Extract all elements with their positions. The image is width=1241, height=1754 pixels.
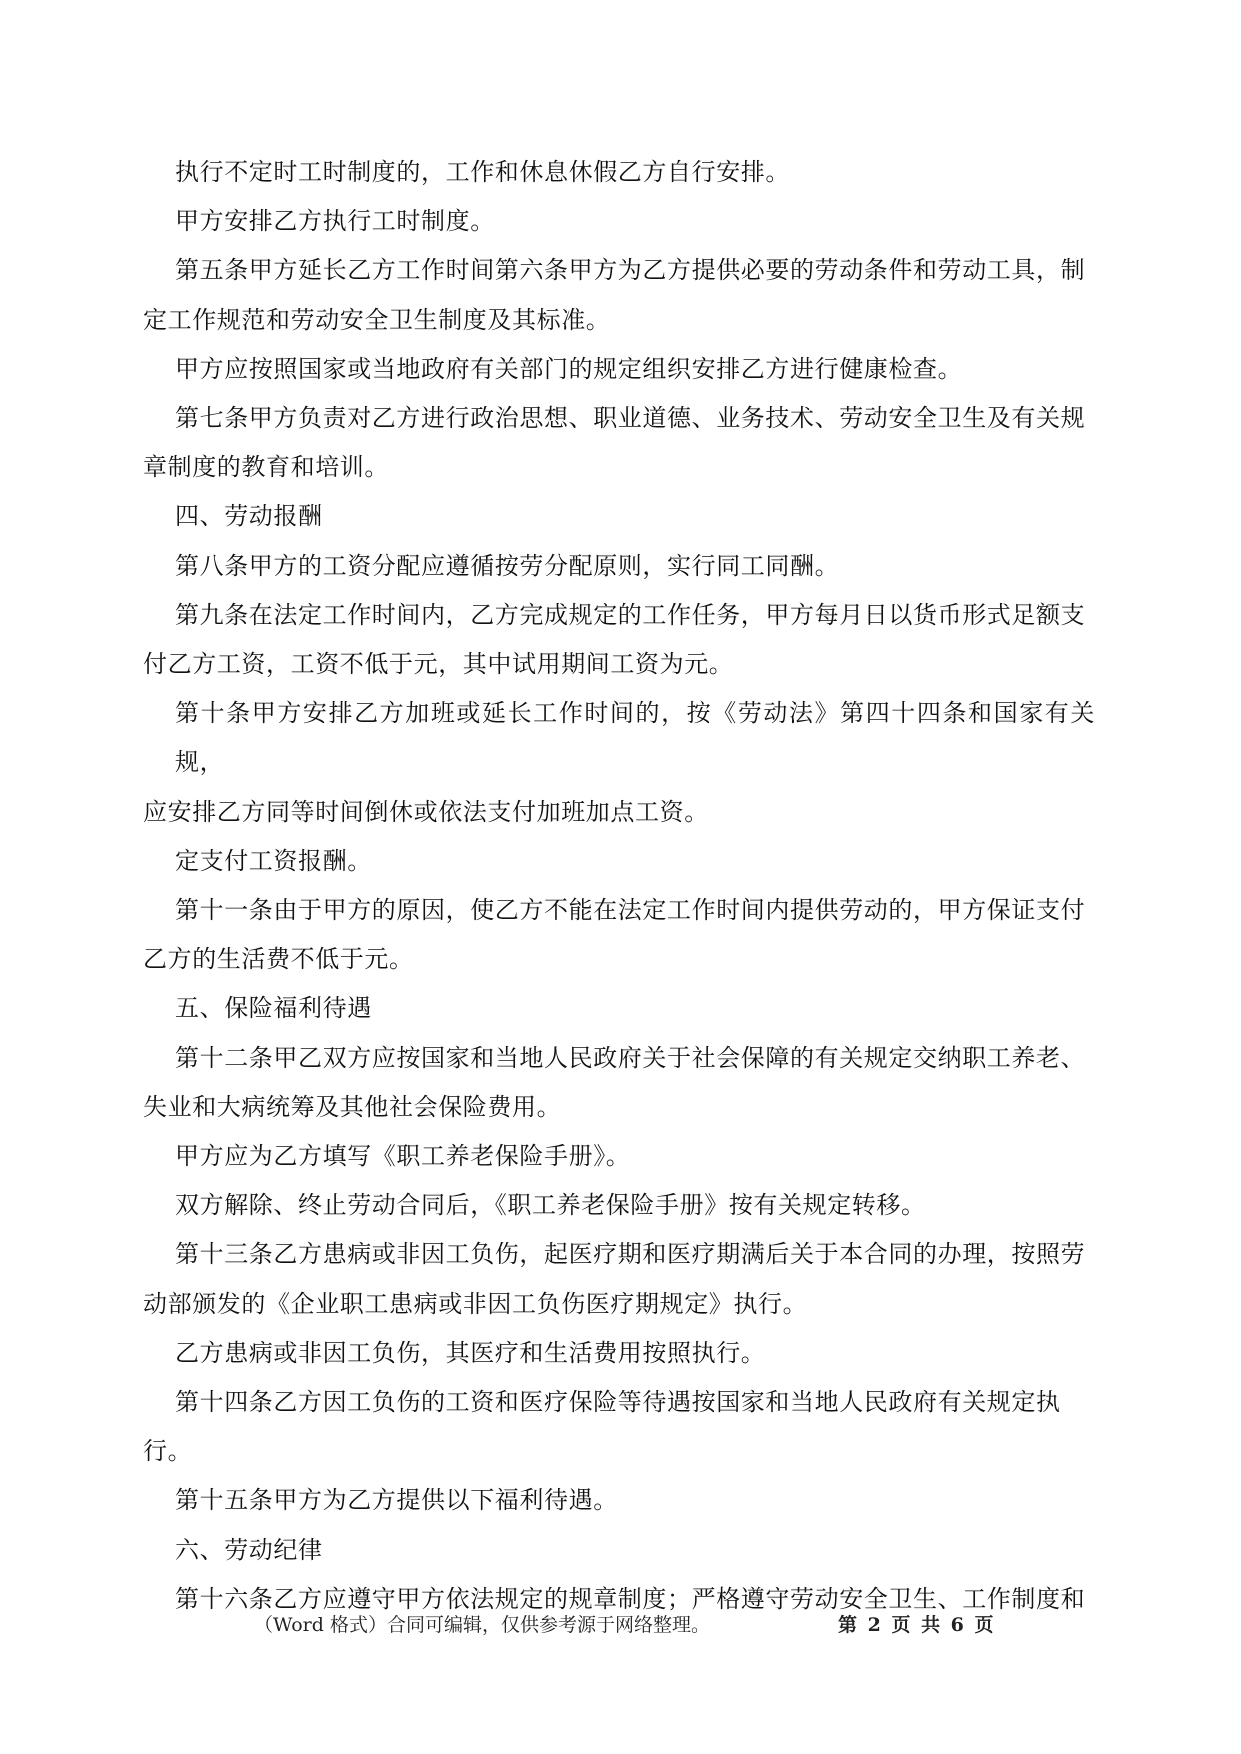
text-line: 第十三条乙方患病或非因工负伤，起医疗期和医疗期满后关于本合同的办理，按照劳 (175, 1240, 1086, 1269)
text-line: 第十条甲方安排乙方加班或延长工作时间的，按《劳动法》第四十四条和国家有关规， (175, 699, 1095, 777)
text-line: 第十五条甲方为乙方提供以下福利待遇。 (175, 1486, 618, 1515)
section-heading: 五、保险福利待遇 (175, 994, 372, 1023)
text-line: 第八条甲方的工资分配应遵循按劳分配原则，实行同工同酬。 (175, 551, 840, 580)
document-body (143, 148, 1095, 1624)
text-line: 定工作规范和劳动安全卫生制度及其标准。 (143, 305, 611, 334)
text-line: 乙方的生活费不低于元。 (143, 945, 414, 974)
text-line: 第九条在法定工作时间内，乙方完成规定的工作任务，甲方每月日以货币形式足额支 (175, 600, 1086, 629)
text-line: 应安排乙方同等时间倒休或依法支付加班加点工资。 (143, 797, 709, 826)
text-line: 章制度的教育和培训。 (143, 453, 389, 482)
text-line: 第五条甲方延长乙方工作时间第六条甲方为乙方提供必要的劳动条件和劳动工具，制 (175, 256, 1086, 285)
text-line: 第十一条由于甲方的原因，使乙方不能在法定工作时间内提供劳动的，甲方保证支付 (175, 896, 1086, 925)
text-line: 甲方应按照国家或当地政府有关部门的规定组织安排乙方进行健康检查。 (175, 354, 963, 383)
text-line: 第十四条乙方因工负伤的工资和医疗保险等待遇按国家和当地人民政府有关规定执 (175, 1388, 1061, 1417)
footer-note: （Word 格式）合同可编辑，仅供参考源于网络整理。 (254, 1614, 710, 1636)
text-line: 双方解除、终止劳动合同后，《职工养老保险手册》按有关规定转移。 (175, 1191, 926, 1220)
section-heading: 六、劳动纪律 (175, 1535, 323, 1564)
text-line: 第十二条甲乙双方应按国家和当地人民政府关于社会保障的有关规定交纳职工养老、 (175, 1043, 1086, 1072)
text-line: 甲方应为乙方填写《职工养老保险手册》。 (175, 1142, 631, 1171)
text-line: 执行不定时工时制度的，工作和休息休假乙方自行安排。 (175, 158, 790, 186)
text-line: 第十六条乙方应遵守甲方依法规定的规章制度；严格遵守劳动安全卫生、工作制度和 (175, 1584, 1086, 1613)
section-heading: 四、劳动报酬 (175, 502, 323, 531)
page-number: 第 2 页 共 6 页 (838, 1614, 996, 1636)
page-footer (0, 1610, 1241, 1640)
text-line: 第七条甲方负责对乙方进行政治思想、职业道德、业务技术、劳动安全卫生及有关规 (175, 404, 1086, 433)
text-line: 乙方患病或非因工负伤，其医疗和生活费用按照执行。 (175, 1338, 766, 1367)
text-line: 定支付工资报酬。 (175, 846, 372, 875)
text-line: 行。 (143, 1437, 193, 1466)
text-line: 失业和大病统筹及其他社会保险费用。 (143, 1092, 562, 1121)
text-line: 付乙方工资，工资不低于元，其中试用期间工资为元。 (143, 650, 734, 679)
text-line: 动部颁发的《企业职工患病或非因工负伤医疗期规定》执行。 (143, 1289, 808, 1318)
text-line: 甲方安排乙方执行工时制度。 (175, 207, 495, 236)
